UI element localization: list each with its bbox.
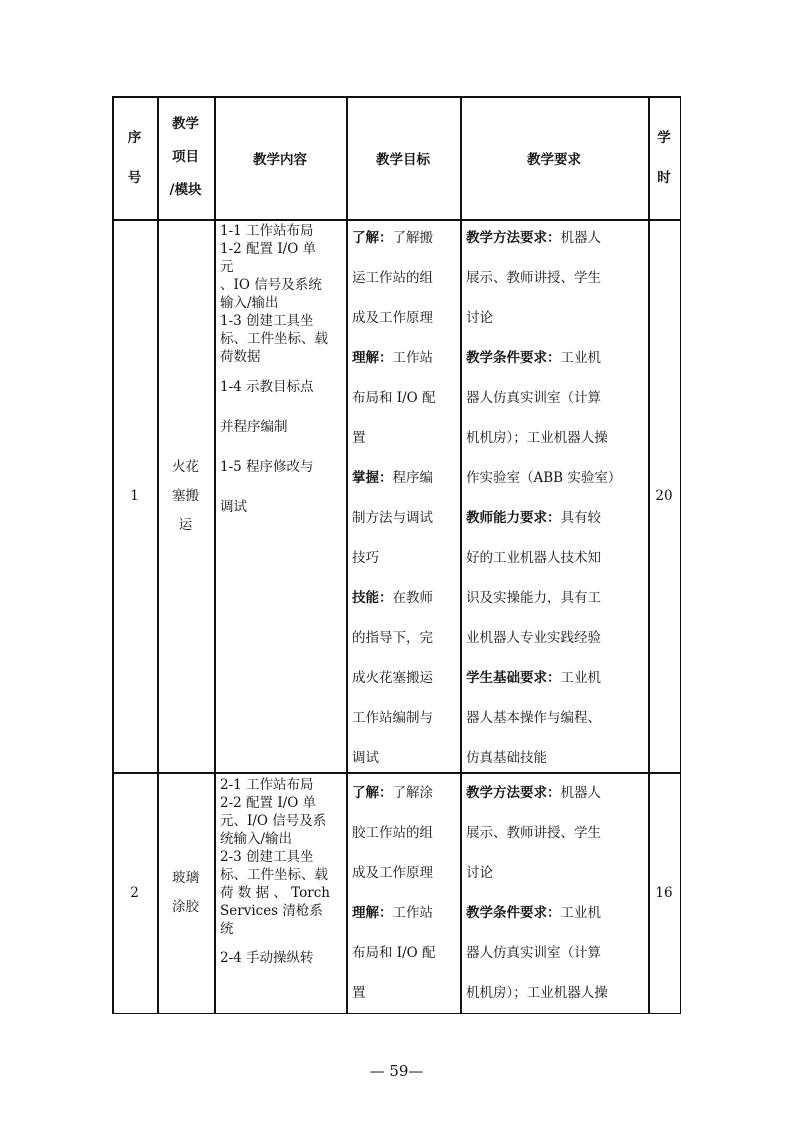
content-line: 调试	[220, 499, 247, 515]
content-line: 2-4 手动操纵转	[220, 950, 314, 966]
goal-label: 了解：	[352, 230, 393, 246]
req-label: 教学方法要求：	[466, 785, 561, 801]
req-line: 展示、教师讲授、学生	[466, 825, 601, 841]
req-label: 教学条件要求：	[466, 350, 561, 366]
goal-label: 理解：	[352, 350, 393, 366]
req-line: 机机房）；工业机器人操	[466, 430, 608, 446]
goal-line: 胶工作站的组	[352, 825, 433, 841]
header-goal	[346, 96, 460, 219]
seq-value: 1	[130, 488, 139, 504]
content-line: 统	[220, 921, 234, 937]
content-line: 、IO 信号及系统	[220, 277, 322, 293]
row2-goals	[352, 773, 460, 1013]
goal-text: 工作站	[392, 905, 433, 921]
header-module	[157, 96, 214, 219]
goal-line: 置	[352, 985, 366, 1001]
row1-hours	[648, 220, 680, 772]
content-line: 1-4 示教目标点	[220, 379, 314, 395]
req-label: 教学条件要求：	[466, 905, 561, 921]
goal-line	[352, 458, 460, 498]
module-line: 塞搬	[172, 487, 199, 504]
goal-line: 技巧	[352, 550, 379, 566]
goal-label: 技能：	[352, 590, 393, 606]
header-content-label: 教学内容	[253, 151, 307, 168]
goal-line: 工作站编制与	[352, 710, 433, 726]
module-line: 玻璃	[172, 870, 199, 886]
req-line: 讨论	[466, 865, 493, 881]
content-line: 荷数据	[220, 349, 261, 365]
content-line: 2-3 创建工具坐	[220, 849, 314, 865]
req-line	[466, 498, 648, 538]
req-line	[466, 658, 648, 698]
req-text: 工业机	[560, 905, 601, 921]
row1-reqs	[466, 218, 648, 778]
content-line: 并程序编制	[220, 419, 288, 435]
content-line: Services 清枪系	[220, 903, 323, 919]
content-line: 元	[220, 259, 234, 275]
row1-content	[220, 222, 344, 527]
goal-line	[352, 578, 460, 618]
req-line	[466, 338, 648, 378]
header-module-line: 教学	[172, 116, 199, 132]
req-label: 教师能力要求：	[466, 510, 561, 526]
goal-line: 调试	[352, 750, 379, 766]
row2-content	[220, 776, 344, 978]
col-divider	[214, 96, 216, 1014]
goal-label: 理解：	[352, 905, 393, 921]
goal-line: 布局和 I/O 配	[352, 390, 436, 406]
req-line: 作实验室（ABB 实验室）	[466, 470, 622, 486]
req-line: 展示、教师讲授、学生	[466, 270, 601, 286]
req-text: 工业机	[560, 350, 601, 366]
req-label: 学生基础要求：	[466, 670, 561, 686]
hours-value: 16	[655, 885, 673, 901]
req-line: 仿真基础技能	[466, 750, 547, 766]
col-divider	[460, 96, 462, 1014]
row2-module	[157, 773, 214, 1013]
content-line: 2-1 工作站布局	[220, 777, 314, 793]
header-hours-line: 学	[657, 129, 671, 146]
content-line: 1-2 配置 I/O 单	[220, 241, 317, 257]
content-line: 1-3 创建工具坐	[220, 313, 314, 329]
goal-label: 了解：	[352, 785, 393, 801]
header-seq-line: 号	[127, 169, 142, 186]
goal-line: 的指导下，完	[352, 630, 433, 646]
seq-value: 2	[130, 885, 139, 901]
content-line: 标、工件坐标、载	[220, 331, 328, 347]
hours-value: 20	[655, 488, 673, 504]
req-line: 好的工业机器人技术知	[466, 550, 601, 566]
header-seq	[112, 96, 157, 219]
content-line: 荷 数 据 、 Torch	[220, 885, 330, 901]
goal-text: 了解涂	[392, 785, 433, 801]
row2-seq	[112, 773, 157, 1013]
req-text: 工业机	[560, 670, 601, 686]
req-line: 器人仿真实训室（计算	[466, 945, 601, 961]
req-line	[466, 893, 648, 933]
module-line: 涂胶	[172, 899, 199, 915]
header-req-label: 教学要求	[527, 151, 581, 168]
goal-line: 运工作站的组	[352, 270, 433, 286]
req-text: 具有较	[560, 510, 601, 526]
req-line: 业机器人专业实践经验	[466, 630, 601, 646]
goal-text: 程序编	[392, 470, 433, 486]
header-module-line: /模块	[169, 182, 202, 198]
row2-reqs	[466, 773, 648, 1013]
req-line: 讨论	[466, 310, 493, 326]
content-line: 1-5 程序修改与	[220, 459, 314, 475]
row1-goals	[352, 218, 460, 778]
content-line: 输入/输出	[220, 295, 279, 311]
header-content	[214, 96, 346, 219]
req-line: 器人基本操作与编程、	[466, 710, 601, 726]
goal-line: 置	[352, 430, 366, 446]
content-line: 2-2 配置 I/O 单	[220, 795, 317, 811]
content-line: 统输入/输出	[220, 831, 293, 847]
row1-seq	[112, 220, 157, 772]
goal-line: 成及工作原理	[352, 310, 433, 326]
goal-line: 成火花塞搬运	[352, 670, 433, 686]
curriculum-table	[112, 96, 681, 1014]
module-line: 运	[178, 516, 193, 533]
page-number: — 59—	[369, 1062, 424, 1080]
goal-label: 掌握：	[352, 470, 393, 486]
req-text: 机器人	[560, 230, 601, 246]
req-line: 机机房）；工业机器人操	[466, 985, 608, 1001]
goal-line	[352, 893, 460, 933]
header-module-line: 项目	[172, 149, 199, 165]
goal-line	[352, 218, 460, 258]
goal-text: 在教师	[392, 590, 433, 606]
goal-text: 了解搬	[392, 230, 433, 246]
row1-module	[157, 220, 214, 772]
module-line: 火花	[172, 458, 199, 475]
req-text: 机器人	[560, 785, 601, 801]
header-hours	[648, 96, 680, 219]
content-line: 元、I/O 信号及系	[220, 813, 327, 829]
header-goal-label: 教学目标	[376, 151, 430, 168]
content-line: 标、工件坐标、载	[220, 867, 328, 883]
goal-line: 成及工作原理	[352, 865, 433, 881]
header-hours-line: 时	[657, 169, 671, 186]
req-label: 教学方法要求：	[466, 230, 561, 246]
header-seq-line: 序	[127, 129, 142, 146]
req-line: 识及实操能力，具有工	[466, 590, 601, 606]
goal-line	[352, 773, 460, 813]
header-req	[460, 96, 648, 219]
goal-line	[352, 338, 460, 378]
goal-line: 布局和 I/O 配	[352, 945, 436, 961]
req-line: 器人仿真实训室（计算	[466, 390, 601, 406]
col-divider	[346, 96, 348, 1014]
goal-line: 制方法与调试	[352, 510, 433, 526]
row2-hours	[648, 773, 680, 1013]
req-line	[466, 773, 648, 813]
goal-text: 工作站	[392, 350, 433, 366]
content-line: 1-1 工作站布局	[220, 223, 314, 239]
req-line	[466, 218, 648, 258]
